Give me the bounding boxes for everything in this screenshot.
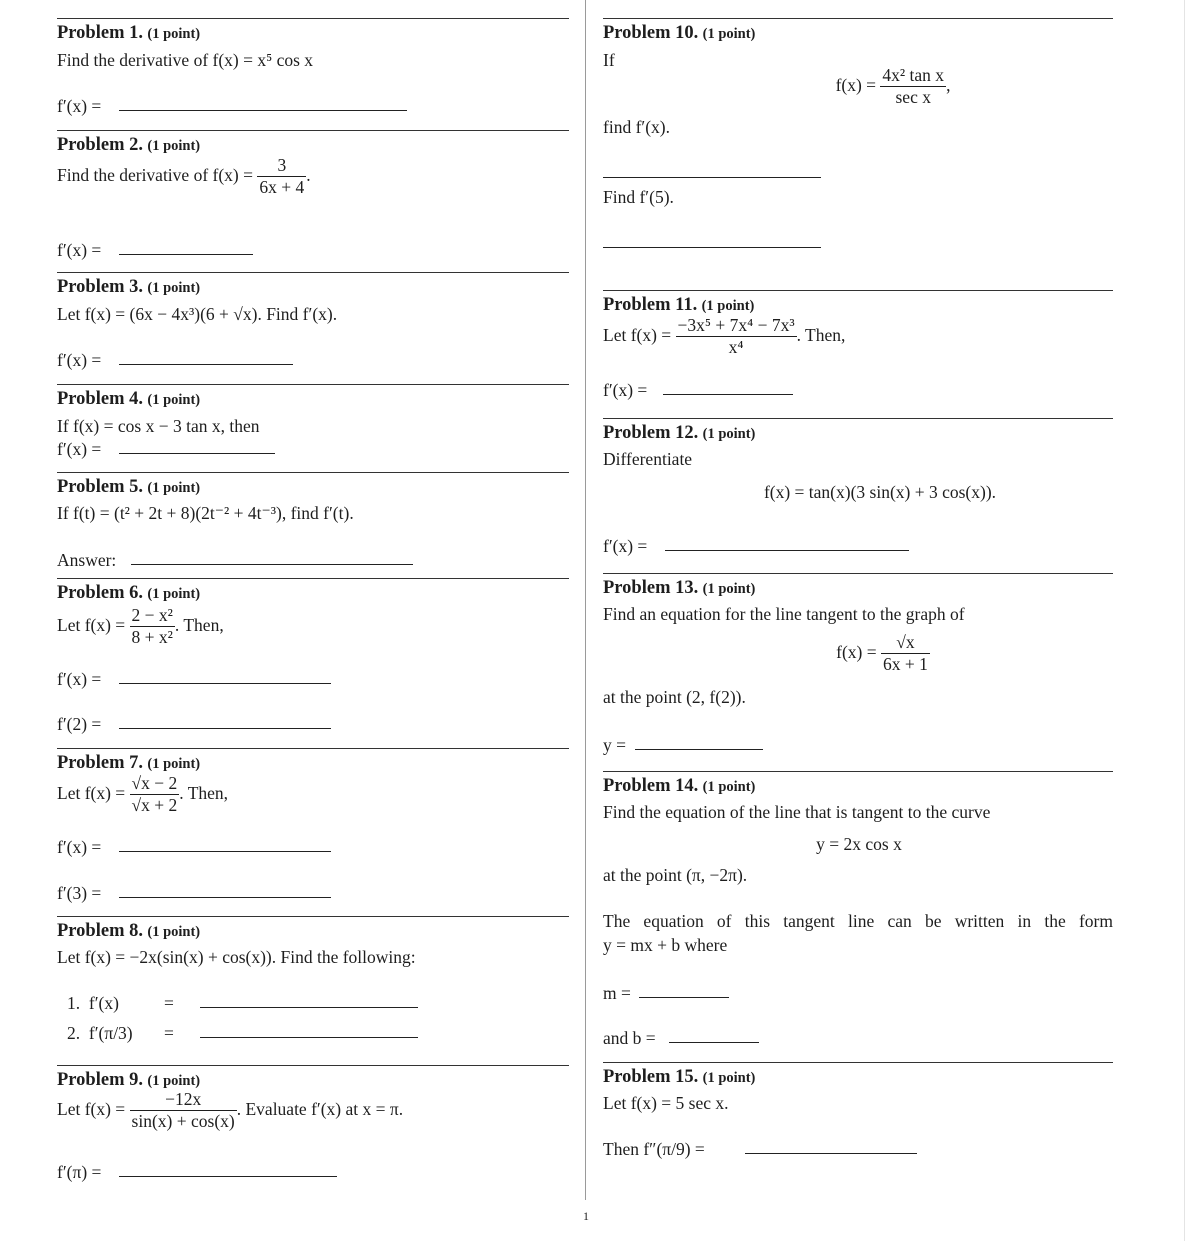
problem-separator bbox=[603, 771, 1113, 772]
problem-14-form-line-1: The equation of this tangent line can be written in the form bbox=[603, 911, 1113, 931]
problem-14-point: at the point (π, −2π). bbox=[603, 865, 748, 885]
fraction: $\frac{√x}{6x + 1}$ bbox=[882, 632, 928, 675]
problem-12-answer-blank[interactable] bbox=[665, 550, 909, 551]
problem-separator bbox=[603, 290, 1113, 291]
problem-separator bbox=[57, 578, 569, 579]
answer-label: f′(x) = bbox=[57, 439, 102, 459]
problem-separator bbox=[603, 18, 1113, 19]
problem-6-heading: Problem 6. (1 point) bbox=[57, 583, 201, 603]
problem-separator bbox=[57, 916, 569, 917]
problem-10-ask-1: find f′(x). bbox=[603, 117, 671, 137]
problem-14-form-line-2: y = mx + b where bbox=[603, 935, 728, 955]
problem-4-answer-blank[interactable] bbox=[119, 453, 275, 454]
problem-6-text: Let f(x) = $\frac{\text{2 − x²}}{\text{8 + x²}}$ . Then, bbox=[57, 605, 224, 648]
problem-12-intro: Differentiate bbox=[603, 449, 693, 469]
problem-10-answer-blank-1[interactable] bbox=[603, 177, 821, 178]
answer-label: f′(π) = bbox=[57, 1162, 102, 1182]
fraction: $\frac{\text{4x² tan x}}{\text{sec x}}$ bbox=[882, 65, 945, 108]
problem-2-heading: Problem 2. (1 point) bbox=[57, 135, 201, 155]
problem-8-text: Let f(x) = −2x(sin(x) + cos(x)). Find the following: bbox=[57, 947, 416, 967]
problem-3-heading: Problem 3. (1 point) bbox=[57, 277, 201, 297]
problem-10-answer-blank-2[interactable] bbox=[603, 247, 821, 248]
problem-9-heading: Problem 9. (1 point) bbox=[57, 1070, 201, 1090]
fraction: $\frac{-12x}{\sin(x) + \cos(x)}$ bbox=[131, 1089, 235, 1132]
answer-label: Then f″(π/9) = bbox=[603, 1139, 705, 1159]
problem-11-answer-blank[interactable] bbox=[663, 394, 793, 395]
problem-3-text: Let f(x) = (6x − 4x³)(6 + √x). Find f′(x). bbox=[57, 304, 338, 324]
answer-label: f′(x) = bbox=[57, 669, 102, 689]
problem-5-heading: Problem 5. (1 point) bbox=[57, 477, 201, 497]
answer-label: Answer: bbox=[57, 550, 117, 570]
equals-sign: = bbox=[164, 1023, 174, 1043]
problem-separator bbox=[57, 130, 569, 131]
problem-4-text: If f(x) = cos x − 3 tan x, then bbox=[57, 416, 260, 436]
problem-10-ask-2: Find f′(5). bbox=[603, 187, 674, 207]
problem-11-text: Let f(x) = $\frac{\text{−3x⁵ + 7x⁴ − 7x³}}{\text{x⁴}}$ . Then, bbox=[603, 315, 846, 358]
problem-2-text: Find the derivative of f(x) = $\frac{3}{6x + 4}$ . bbox=[57, 155, 311, 198]
problem-14-intro: Find the equation of the line that is tangent to the curve bbox=[603, 802, 991, 822]
problem-14-b-blank[interactable] bbox=[669, 1042, 759, 1043]
problem-9-text: Let f(x) = $\frac{-12x}{\sin(x) + \cos(x)}$ . Evaluate f′(x) at x = π. bbox=[57, 1089, 404, 1132]
problem-separator bbox=[57, 748, 569, 749]
problem-4-heading: Problem 4. (1 point) bbox=[57, 389, 201, 409]
problem-13-point: at the point (2, f(2)). bbox=[603, 687, 746, 707]
problem-12-formula: f(x) = tan(x)(3 sin(x) + 3 cos(x)). bbox=[763, 482, 997, 502]
problem-7-answer-blank-1[interactable] bbox=[119, 851, 331, 852]
problem-separator bbox=[57, 384, 569, 385]
answer-label: f′(x) = bbox=[603, 536, 648, 556]
answer-label: and b = bbox=[603, 1028, 656, 1048]
problem-5-text: If f(t) = (t² + 2t + 8)(2t⁻² + 4t⁻³), find f′(t). bbox=[57, 503, 354, 523]
answer-label: f′(3) = bbox=[57, 883, 102, 903]
problem-6-answer-blank-1[interactable] bbox=[119, 683, 331, 684]
problem-13-answer-blank[interactable] bbox=[635, 749, 763, 750]
problem-10-intro: If bbox=[603, 50, 615, 70]
problem-13-heading: Problem 13. (1 point) bbox=[603, 578, 756, 598]
answer-label: f′(x) = bbox=[57, 350, 102, 370]
problem-1-answer-blank[interactable] bbox=[119, 110, 407, 111]
fraction: $\frac{3}{6x + 4}$ bbox=[259, 155, 305, 198]
problem-14-m-blank[interactable] bbox=[639, 997, 729, 998]
problem-separator bbox=[57, 472, 569, 473]
problem-15-heading: Problem 15. (1 point) bbox=[603, 1067, 756, 1087]
answer-label: m = bbox=[603, 983, 631, 1003]
problem-separator bbox=[603, 1062, 1113, 1063]
problem-8-item-1: 1. f′(x) bbox=[67, 993, 119, 1013]
problem-2-answer-blank[interactable] bbox=[119, 254, 253, 255]
problem-10-formula: f(x) = $\frac{\text{4x² tan x}}{\text{sec x}}$ , bbox=[835, 65, 951, 108]
problem-13-intro: Find an equation for the line tangent to the graph of bbox=[603, 604, 965, 624]
problem-6-answer-blank-2[interactable] bbox=[119, 728, 331, 729]
page-number: 1 bbox=[583, 1209, 589, 1223]
page-edge bbox=[1184, 0, 1185, 1241]
answer-label: f′(x) = bbox=[57, 96, 102, 116]
problem-11-heading: Problem 11. (1 point) bbox=[603, 295, 755, 315]
answer-label: f′(2) = bbox=[57, 714, 102, 734]
problem-1-heading: Problem 1. (1 point) bbox=[57, 23, 201, 43]
problem-9-answer-blank[interactable] bbox=[119, 1176, 337, 1177]
fraction: $\frac{√x - 2}{√x + 2}$ bbox=[131, 773, 178, 816]
problem-separator bbox=[603, 573, 1113, 574]
problem-separator bbox=[603, 418, 1113, 419]
fraction: $\frac{\text{2 − x²}}{\text{8 + x²}}$ bbox=[131, 605, 173, 648]
problem-7-answer-blank-2[interactable] bbox=[119, 897, 331, 898]
problem-12-heading: Problem 12. (1 point) bbox=[603, 423, 756, 443]
problem-15-answer-blank[interactable] bbox=[745, 1153, 917, 1154]
problem-separator bbox=[57, 18, 569, 19]
problem-13-formula: f(x) = $\frac{√x}{6x + 1}$ bbox=[836, 632, 928, 675]
answer-label: f′(x) = bbox=[603, 380, 648, 400]
problem-5-answer-blank[interactable] bbox=[131, 564, 413, 565]
problem-14-heading: Problem 14. (1 point) bbox=[603, 776, 756, 796]
problem-1-text: Find the derivative of f(x) = x⁵ cos x bbox=[57, 50, 314, 70]
problem-15-text: Let f(x) = 5 sec x. bbox=[603, 1093, 729, 1113]
problem-3-answer-blank[interactable] bbox=[119, 364, 293, 365]
problem-8-item-2: 2. f′(π/3) bbox=[67, 1023, 133, 1043]
problem-7-heading: Problem 7. (1 point) bbox=[57, 753, 201, 773]
problem-14-formula: y = 2x cos x bbox=[816, 834, 902, 854]
problem-8-heading: Problem 8. (1 point) bbox=[57, 921, 201, 941]
answer-label: y = bbox=[603, 735, 626, 755]
problem-8-answer-blank-2[interactable] bbox=[200, 1037, 418, 1038]
equals-sign: = bbox=[164, 993, 174, 1013]
problem-separator bbox=[57, 1065, 569, 1066]
problem-separator bbox=[57, 272, 569, 273]
answer-label: f′(x) = bbox=[57, 837, 102, 857]
problem-8-answer-blank-1[interactable] bbox=[200, 1007, 418, 1008]
fraction: $\frac{\text{−3x⁵ + 7x⁴ − 7x³}}{\text{x⁴}}$ bbox=[677, 315, 795, 358]
problem-10-heading: Problem 10. (1 point) bbox=[603, 23, 756, 43]
column-divider bbox=[585, 0, 586, 1200]
answer-label: f′(x) = bbox=[57, 240, 102, 260]
problem-7-text: Let f(x) = $\frac{√x - 2}{√x + 2}$ . Then, bbox=[57, 773, 229, 816]
